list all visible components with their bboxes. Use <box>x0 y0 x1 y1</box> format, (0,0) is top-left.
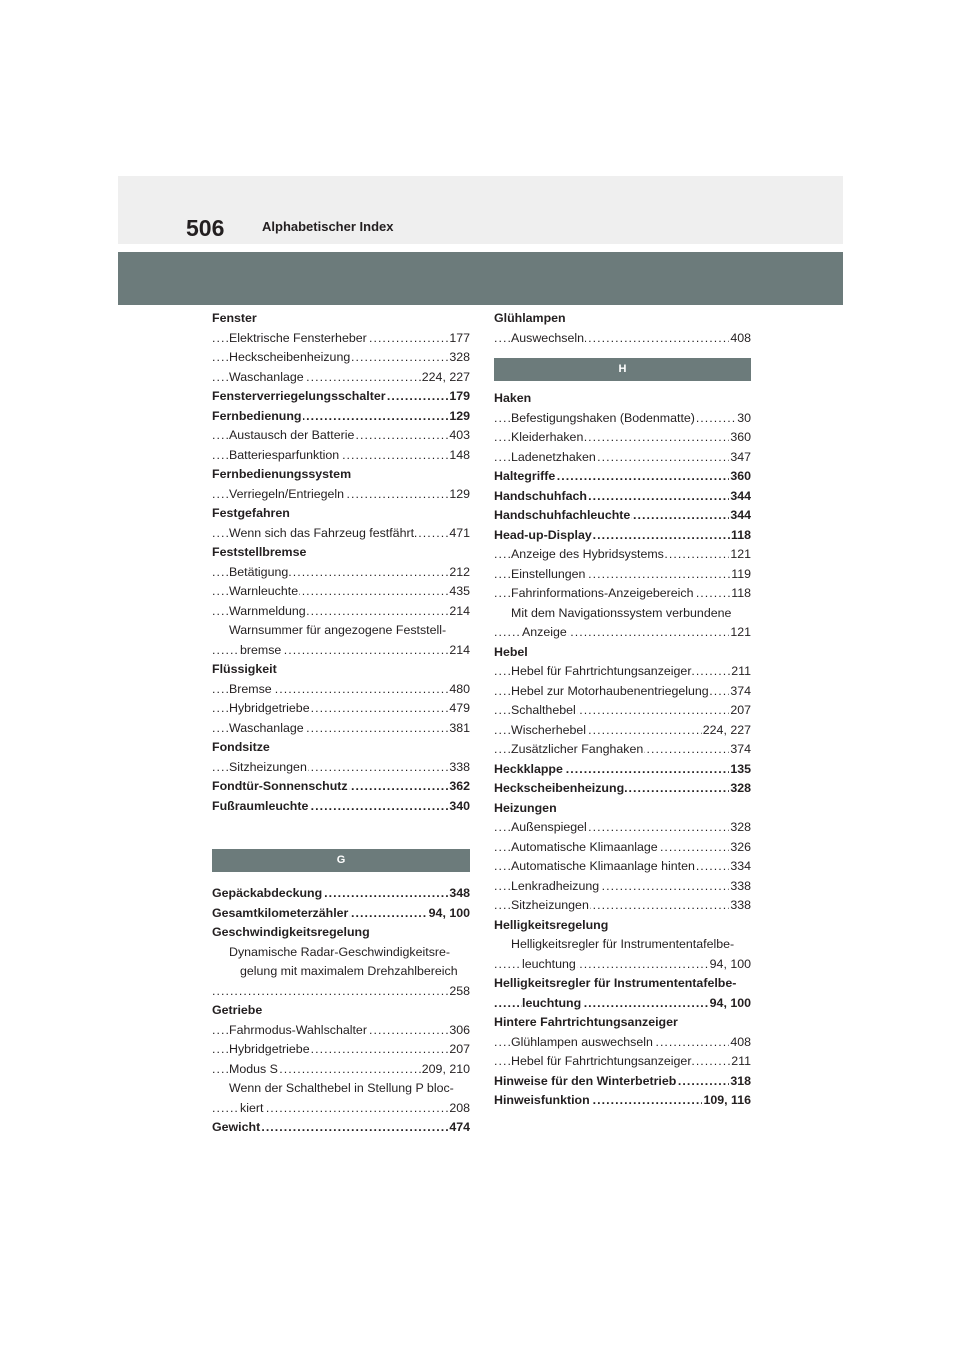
index-entry <box>494 760 751 780</box>
index-group-g <box>212 884 470 1138</box>
index-entry <box>212 699 470 719</box>
index-entry-page: 340 <box>448 797 470 817</box>
index-entry <box>212 758 470 778</box>
index-entry <box>212 1001 470 1021</box>
index-entry-page: 94, 100 <box>709 955 751 975</box>
index-entry <box>494 584 751 604</box>
index-entry-text: . . . Hebel für Fahrtrichtungsanzeiger <box>511 662 692 682</box>
index-entry-text: . . . Handschuhfachleuchte <box>494 506 631 526</box>
index-entry-page: 129 <box>448 407 470 427</box>
index-entry <box>494 448 751 468</box>
index-entry-text: Warnsummer für angezogene Feststell- <box>229 623 447 637</box>
index-entry <box>212 1021 470 1041</box>
index-entry <box>212 923 470 943</box>
index-entry-text: . . . Austausch der Batterie <box>229 426 355 446</box>
index-entry <box>212 602 470 622</box>
index-entry-page: 408 <box>729 329 751 349</box>
index-entry-page: 479 <box>448 699 470 719</box>
index-entry-text: . . . Sitzheizungen <box>511 896 590 916</box>
index-entry-text: Mit dem Navigationssystem verbundene <box>511 605 732 620</box>
index-entry-text: . . . Waschanlage <box>229 719 305 739</box>
index-entry <box>212 426 470 446</box>
index-entry-text: Heizungen <box>494 800 557 815</box>
index-entry <box>212 680 470 700</box>
index-entry-page: 360 <box>729 467 751 487</box>
index-entry-text: . . . Ladenetzhaken <box>511 448 597 468</box>
index-entry <box>494 545 751 565</box>
index-entry-page: 208 <box>448 1099 470 1119</box>
index-entry-page: 480 <box>448 680 470 700</box>
index-entry-page: 348 <box>448 884 470 904</box>
index-entry-page: 209, 210 <box>421 1060 470 1080</box>
index-entry <box>494 1072 751 1092</box>
section-title: Alphabetischer Index <box>262 219 394 234</box>
index-entry <box>212 797 470 817</box>
index-entry-text: Feststellbremse <box>212 545 307 559</box>
index-entry <box>212 446 470 466</box>
index-entry-text: . . . Warnleuchte <box>229 582 299 602</box>
index-entry <box>494 682 751 702</box>
index-entry-text: . . . Heckscheibenheizung <box>494 779 625 799</box>
index-entry-text: . . . Schalthebel <box>511 701 577 721</box>
index-entry <box>494 779 751 799</box>
index-entry <box>212 407 470 427</box>
index-entry <box>494 896 751 916</box>
index-entry-text: Glühlampen <box>494 311 566 325</box>
index-entry-text: . . . Einstellungen <box>511 565 586 585</box>
index-entry-text: Fondsitze <box>212 740 270 754</box>
index-entry-text: . . . Heckklappe <box>494 760 564 780</box>
index-entry-text: . . . Elektrische Fensterheber <box>229 329 368 349</box>
index-entry-page: 179 <box>448 387 470 407</box>
index-entry <box>212 1118 470 1138</box>
index-entry <box>212 884 470 904</box>
index-entry-page: 119 <box>730 565 751 585</box>
index-entry <box>212 582 470 602</box>
index-entry-page: 328 <box>729 779 751 799</box>
index-entry-page: 408 <box>729 1033 751 1053</box>
index-entry <box>212 738 470 758</box>
index-entry-text: . . . Anzeige des Hybridsystems <box>511 545 665 565</box>
index-entry <box>494 643 751 663</box>
index-entry-text: . . . Bremse <box>229 680 273 700</box>
index-entry <box>212 348 470 368</box>
index-entry-text: . . . Hebel für Fahrtrichtungsanzeiger <box>511 1052 692 1072</box>
spacer <box>212 816 470 849</box>
index-entry-text: . . . Hebel zur Motorhaubenentriegelung <box>511 682 710 702</box>
index-entry-page: 207 <box>729 701 751 721</box>
index-entry <box>494 740 751 760</box>
index-entry <box>494 1013 751 1033</box>
index-entry-text: . . . Handschuhfach <box>494 487 588 507</box>
index-entry <box>494 701 751 721</box>
index-entry <box>212 943 470 963</box>
index-entry <box>494 1091 751 1111</box>
index-entry-text: Fenster <box>212 311 257 325</box>
index-entry-page: 338 <box>729 896 751 916</box>
index-entry-page: 474 <box>448 1118 470 1138</box>
index-entry-text: . . . Head-up-Display <box>494 526 593 546</box>
index-entry <box>494 389 751 409</box>
index-entry-page: 306 <box>448 1021 470 1041</box>
index-entry-page: 326 <box>729 838 751 858</box>
page-number: 506 <box>186 215 225 241</box>
index-entry <box>212 309 470 329</box>
index-entry <box>494 428 751 448</box>
index-entry-text: Hebel <box>494 644 528 659</box>
index-entry-page: 224, 227 <box>702 721 751 741</box>
index-entry-page: 212 <box>448 563 470 583</box>
index-entry-text: . . . Gepäckabdeckung <box>212 884 323 904</box>
index-entry <box>212 1040 470 1060</box>
index-entry-text: Geschwindigkeitsregelung <box>212 925 370 939</box>
index-entry-text: Helligkeitsregelung <box>494 917 609 932</box>
index-entry-page: 334 <box>729 857 751 877</box>
index-entry <box>494 604 751 624</box>
index-entry <box>212 982 470 1002</box>
index-entry-page: 121 <box>729 545 751 565</box>
index-entry <box>212 368 470 388</box>
index-entry <box>212 387 470 407</box>
index-entry-text: . . . Glühlampen auswechseln <box>511 1033 654 1053</box>
index-entry-text: Flüssigkeit <box>212 662 277 676</box>
index-entry-page: 435 <box>448 582 470 602</box>
index-entry-text: Wenn der Schalthebel in Stellung P bloc- <box>229 1081 454 1095</box>
index-entry-page: 344 <box>729 487 751 507</box>
index-entry-text: . . . Modus S <box>229 1060 279 1080</box>
index-entry-text: . . . Hybridgetriebe <box>229 699 311 719</box>
index-entry-text: Getriebe <box>212 1003 263 1017</box>
index-entry-text: Fernbedienungssystem <box>212 467 352 481</box>
index-entry-page: 374 <box>729 682 751 702</box>
index-entry-text: . . . Hybridgetriebe <box>229 1040 311 1060</box>
index-entry-page: 328 <box>448 348 470 368</box>
index-entry-text: . . . Wenn sich das Fahrzeug festfährt <box>229 524 415 544</box>
index-entry-page: . . . 258 <box>448 982 470 1002</box>
index-entry-text: gelung mit maximalem Drehzahlbereich <box>240 964 458 978</box>
index-entry-page: 30 <box>736 409 751 429</box>
index-entry <box>212 1060 470 1080</box>
index-entry-page: 177 <box>448 329 470 349</box>
index-column-right <box>494 309 751 1111</box>
index-group-g-continued <box>494 309 751 348</box>
index-entry <box>212 563 470 583</box>
index-entry <box>494 916 751 936</box>
index-entry <box>494 526 751 546</box>
index-entry <box>212 962 470 982</box>
index-entry <box>212 485 470 505</box>
index-entry <box>494 409 751 429</box>
index-entry <box>212 465 470 485</box>
index-entry <box>494 818 751 838</box>
index-entry-page: 374 <box>729 740 751 760</box>
index-entry-text: . . . Kleiderhaken <box>511 428 584 448</box>
index-entry-text: . . . Wischerhebel <box>511 721 587 741</box>
index-entry <box>494 329 751 349</box>
index-entry-text: . . . Auswechseln <box>511 329 585 349</box>
index-entry <box>212 641 470 661</box>
index-entry <box>494 309 751 329</box>
index-entry-text: Helligkeitsregler für Instrumententafelbe- <box>511 937 735 951</box>
index-entry-page: 318 <box>729 1072 751 1092</box>
index-entry <box>494 662 751 682</box>
index-entry-page: 129 <box>448 485 470 505</box>
index-entry-text: . . . Batteriesparfunktion <box>229 446 340 466</box>
index-entry-page: 360 <box>729 428 751 448</box>
index-entry-page: 214 <box>448 602 470 622</box>
index-entry-text: Festgefahren <box>212 506 290 520</box>
index-entry-page: 121 <box>729 623 751 643</box>
index-entry-text: . . . leuchtung <box>522 955 577 975</box>
index-entry-text: . . . Lenkradheizung <box>511 877 600 897</box>
index-entry-page: 328 <box>729 818 751 838</box>
index-entry-text: . . . leuchtung <box>522 994 582 1014</box>
index-entry-text: . . . Anzeige <box>522 623 568 643</box>
index-entry <box>212 329 470 349</box>
index-entry <box>212 1099 470 1119</box>
index-entry-page: 135 <box>729 760 751 780</box>
index-group-f <box>212 309 470 816</box>
index-entry <box>212 719 470 739</box>
index-entry-text: . . . Automatische Klimaanlage hinten <box>511 857 696 877</box>
header-accent-bar <box>118 252 843 305</box>
index-entry-page: 381 <box>448 719 470 739</box>
index-entry <box>494 487 751 507</box>
index-entry <box>494 857 751 877</box>
index-entry-page: 471 <box>448 524 470 544</box>
index-entry-text: . . . Gesamtkilometerzähler <box>212 904 349 924</box>
index-entry-text: . . . Befestigungshaken (Bodenmatte) <box>511 409 696 429</box>
index-entry <box>494 877 751 897</box>
index-entry-page: 403 <box>448 426 470 446</box>
index-entry-page: 344 <box>729 506 751 526</box>
index-entry-text: . . . Heckscheibenheizung <box>229 348 351 368</box>
index-entry-text: . . . Fondtür-Sonnenschutz <box>212 777 349 797</box>
index-entry-page: 94, 100 <box>428 904 470 924</box>
index-entry-text: . . . Automatische Klimaanlage <box>511 838 659 858</box>
index-entry-text: . . . Hinweisfunktion <box>494 1091 591 1111</box>
index-entry <box>212 777 470 797</box>
index-entry <box>494 565 751 585</box>
index-entry-text: . . . Zusätzlicher Fanghaken <box>511 740 644 760</box>
index-entry <box>494 974 751 994</box>
index-entry <box>494 838 751 858</box>
index-entry-page: 148 <box>448 446 470 466</box>
index-entry-page: 109, 116 <box>702 1091 751 1111</box>
index-entry-text: . . . Fahrmodus-Wahlschalter <box>229 1021 368 1041</box>
index-entry-text: . . . Verriegeln/Entriegeln <box>229 485 345 505</box>
index-entry-text: Dynamische Radar-Geschwindigkeitsre- <box>229 944 451 959</box>
index-entry <box>494 506 751 526</box>
index-entry <box>494 935 751 955</box>
index-entry <box>494 467 751 487</box>
index-entry-page: 224, 227 <box>421 368 470 388</box>
header-band <box>118 176 843 244</box>
index-entry-page: 94, 100 <box>709 994 751 1014</box>
index-entry <box>494 955 751 975</box>
index-entry-page: 338 <box>729 877 751 897</box>
index-entry-page: 207 <box>448 1040 470 1060</box>
index-entry-page: 338 <box>448 758 470 778</box>
index-entry-page: 118 <box>730 526 751 546</box>
index-entry-text: . . . Fernbedienung <box>212 407 303 427</box>
index-entry <box>494 623 751 643</box>
index-entry-page: 362 <box>448 777 470 797</box>
index-entry-text: Hintere Fahrtrichtungsanzeiger <box>494 1015 678 1029</box>
index-entry <box>494 1052 751 1072</box>
letter-bar-h: H <box>494 358 751 381</box>
index-entry-text: . . . Hinweise für den Winterbetrieb <box>494 1072 677 1092</box>
index-entry <box>494 799 751 819</box>
index-entry-text: . . . Fensterverriegelungsschalter <box>212 387 387 407</box>
index-entry-text: . . . Warnmeldung <box>229 602 307 622</box>
index-entry <box>494 721 751 741</box>
index-entry-page: 118 <box>730 584 751 604</box>
index-entry-text: . . . Fußraumleuchte <box>212 797 309 817</box>
index-entry <box>212 660 470 680</box>
index-entry <box>212 524 470 544</box>
index-entry-text: Haken <box>494 391 532 405</box>
index-entry-text: . . . Außenspiegel <box>511 818 588 838</box>
index-column-left <box>212 309 470 1138</box>
index-entry-page: 347 <box>729 448 751 468</box>
index-entry-page: 211 <box>730 1052 751 1072</box>
index-entry-text: . . . Fahrinformations-Anzeigebereich <box>511 584 695 604</box>
index-entry-text: . . . Haltegriffe <box>494 467 556 487</box>
index-entry <box>212 1079 470 1099</box>
index-entry <box>494 994 751 1014</box>
index-entry-text: . . . Waschanlage <box>229 368 305 388</box>
index-entry-text: . . . bremse <box>240 641 282 661</box>
index-entry-page: 214 <box>448 641 470 661</box>
index-entry-page: 211 <box>730 662 751 682</box>
index-entry <box>212 504 470 524</box>
index-entry-text: . . . Betätigung <box>229 563 289 583</box>
letter-bar-g: G <box>212 849 470 872</box>
index-entry-text: . . . Sitzheizungen <box>229 758 308 778</box>
index-entry <box>212 543 470 563</box>
index-entry-text: Helligkeitsregler für Instrumententafelbe- <box>494 976 737 990</box>
index-entry-text: . . . Gewicht <box>212 1118 261 1138</box>
index-entry <box>212 621 470 641</box>
index-entry <box>494 1033 751 1053</box>
index-entry-text: . . . kiert <box>240 1099 264 1119</box>
index-entry <box>212 904 470 924</box>
index-group-h <box>494 389 751 1111</box>
